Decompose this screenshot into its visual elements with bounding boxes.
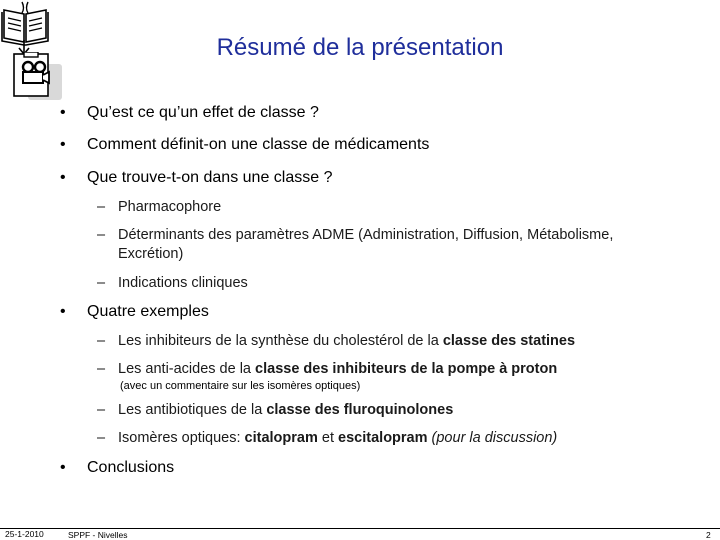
- sub-bullet-text: Les antibiotiques de la classe des fluroquinolones: [118, 402, 454, 418]
- bullet-text: Qu’est ce qu’un effet de classe ?: [87, 104, 319, 121]
- bullet-marker: •: [60, 104, 66, 121]
- bullet-text: Conclusions: [87, 459, 175, 476]
- sub-bullet-marker: –: [97, 199, 106, 215]
- sub-bullet-text: Indications cliniques: [118, 275, 248, 291]
- bullet-marker: •: [60, 169, 66, 186]
- sub-bullet-marker: –: [97, 361, 106, 377]
- sub-bullet-marker: –: [97, 333, 106, 349]
- footer-date: 25-1-2010: [5, 529, 44, 539]
- bullet-marker: •: [60, 136, 66, 153]
- bullet-marker: •: [60, 303, 66, 320]
- sub-bullet-marker: –: [97, 275, 106, 291]
- sub-bullet-marker: –: [97, 430, 106, 446]
- footer-organization: SPPF - Nivelles: [68, 530, 128, 540]
- bullet-text: Quatre exemples: [87, 303, 209, 320]
- sub-bullet-marker: –: [97, 402, 106, 418]
- bullet-text: Comment définit-on une classe de médicaments: [87, 136, 430, 153]
- sub-bullet-text: Les anti-acides de la classe des inhibiteurs de la pompe à proton: [118, 361, 558, 377]
- bullet-marker: •: [60, 459, 66, 476]
- sub-bullet-continuation: [118, 246, 183, 262]
- sub-bullet-text: Isomères optiques: citalopram et escitalopram (pour la discussion): [118, 430, 558, 446]
- footer-divider: [0, 528, 720, 529]
- sub-bullet-note: (avec un commentaire sur les isomères optiques): [120, 380, 361, 392]
- sub-bullet-text: Excrétion): [118, 246, 184, 262]
- page-number: 2: [706, 530, 711, 540]
- sub-bullet-text: Pharmacophore: [118, 199, 222, 215]
- page-title: Résumé de la présentation: [216, 34, 504, 61]
- sub-bullet-marker: –: [97, 227, 106, 243]
- sub-bullet-text: Les inhibiteurs de la synthèse du cholestérol de la classe des statines: [118, 333, 576, 349]
- sub-bullet-text: Déterminants des paramètres ADME (Administration, Diffusion, Métabolisme,: [118, 227, 614, 243]
- bullet-text: Que trouve-t-on dans une classe ?: [87, 169, 333, 186]
